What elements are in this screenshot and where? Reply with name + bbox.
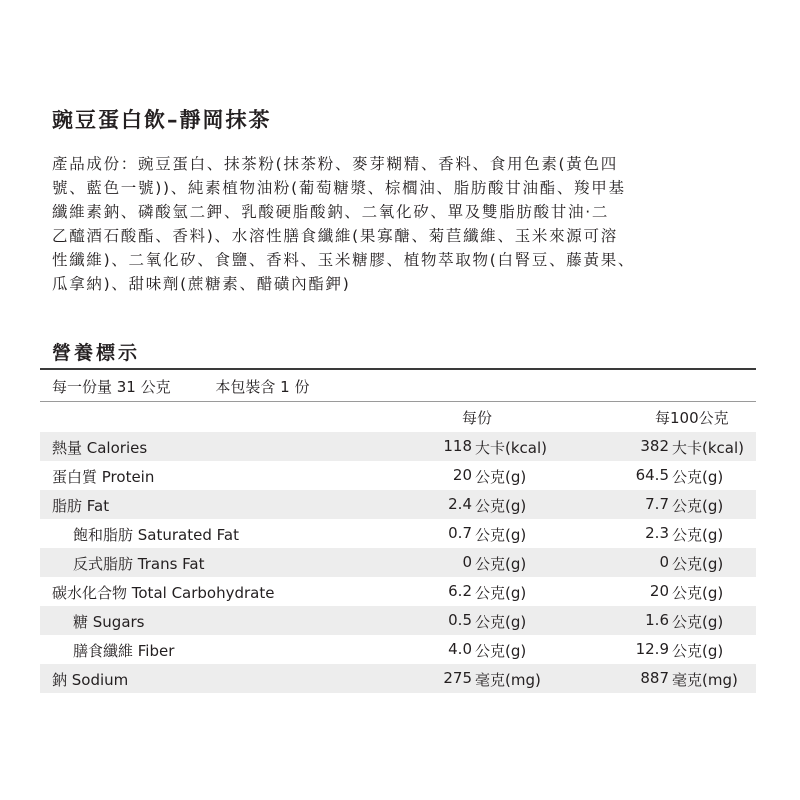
nutrient-label: 熱量 Calories: [52, 439, 148, 457]
ingredients-text: [52, 152, 762, 296]
ingredients-line: 纖維素鈉、磷酸氫二鉀、乳酸硬脂酸鈉、二氧化矽、單及雙脂肪酸甘油·二: [52, 203, 610, 221]
per-serving-value: 0.7: [448, 524, 472, 542]
table-row: [40, 461, 756, 490]
per-serving-value: 4.0: [448, 640, 472, 658]
per-serving-unit: 公克(g): [475, 613, 527, 631]
per-100g-unit: 公克(g): [672, 584, 724, 602]
table-row: [40, 548, 756, 577]
table-row: [40, 490, 756, 519]
per-serving-value: 2.4: [448, 495, 472, 513]
per-serving-unit: 公克(g): [475, 526, 527, 544]
per-100g-value: 0: [659, 553, 669, 571]
per-serving-unit: 大卡(kcal): [475, 439, 547, 457]
per-100g-unit: 毫克(mg): [672, 671, 738, 689]
ingredients-line: 瓜拿納)、甜味劑(蔗糖素、醋磺內酯鉀): [52, 275, 351, 293]
nutrient-label: 飽和脂肪 Saturated Fat: [73, 526, 239, 544]
per-serving-unit: 公克(g): [475, 642, 527, 660]
per-serving-unit: 公克(g): [475, 555, 527, 573]
ingredients-line: 號、藍色一號))、純素植物油粉(葡萄糖漿、棕櫚油、脂肪酸甘油酯、羧甲基: [52, 179, 626, 197]
per-100g-value: 2.3: [645, 524, 669, 542]
nutrient-label: 反式脂肪 Trans Fat: [73, 555, 205, 573]
per-serving-unit: 毫克(mg): [475, 671, 541, 689]
per-serving-unit: 公克(g): [475, 497, 527, 515]
per-100g-unit: 大卡(kcal): [672, 439, 744, 457]
table-row: [40, 635, 756, 664]
per-serving-value: 20: [452, 466, 472, 484]
per-100g-value: 7.7: [645, 495, 669, 513]
servings-per-pack: 本包裝含 1 份: [215, 378, 310, 396]
serving-divider: [40, 401, 756, 402]
per-serving-value: 0: [462, 553, 472, 571]
per-100g-value: 382: [640, 437, 669, 455]
per-100g-unit: 公克(g): [672, 526, 724, 544]
nutrient-label: 糖 Sugars: [73, 613, 145, 631]
per-100g-value: 1.6: [645, 611, 669, 629]
nutrient-label: 碳水化合物 Total Carbohydrate: [52, 584, 275, 602]
ingredients-line: 產品成份：豌豆蛋白、抹茶粉(抹茶粉、麥芽糊精、香料、食用色素(黃色四: [52, 155, 618, 173]
nutrition-table: [40, 432, 756, 693]
per-100g-unit: 公克(g): [672, 642, 724, 660]
table-row: [40, 577, 756, 606]
nutrient-label: 蛋白質 Protein: [52, 468, 155, 486]
ingredients-line: 乙醯酒石酸酯、香料)、水溶性膳食纖維(果寡醣、菊苣纖維、玉米來源可溶: [52, 227, 618, 245]
table-row: [40, 519, 756, 548]
nutrient-label: 脂肪 Fat: [52, 497, 110, 515]
per-100g-value: 887: [640, 669, 669, 687]
table-row: [40, 664, 756, 693]
per-100g-unit: 公克(g): [672, 555, 724, 573]
ingredients-line: 性纖維)、二氧化矽、食鹽、香料、玉米糖膠、植物萃取物(白腎豆、藤黃果、: [52, 251, 636, 269]
table-row: [40, 606, 756, 635]
nutrition-heading: 營養標示: [52, 342, 141, 364]
per-serving-value: 6.2: [448, 582, 472, 600]
serving-info: [52, 376, 310, 397]
per-serving-value: 275: [443, 669, 472, 687]
nutrient-label: 鈉 Sodium: [52, 671, 129, 689]
per-100g-value: 20: [649, 582, 669, 600]
heading-divider: [40, 368, 756, 370]
per-serving-value: 0.5: [448, 611, 472, 629]
column-header-per-serving: 每份: [462, 409, 493, 427]
per-100g-unit: 公克(g): [672, 468, 724, 486]
per-serving-unit: 公克(g): [475, 584, 527, 602]
per-100g-value: 12.9: [635, 640, 669, 658]
serving-size: 每一份量 31 公克: [52, 378, 171, 396]
per-100g-unit: 公克(g): [672, 613, 724, 631]
per-serving-value: 118: [443, 437, 472, 455]
per-100g-value: 64.5: [635, 466, 669, 484]
nutrient-label: 膳食纖維 Fiber: [73, 642, 175, 660]
per-100g-unit: 公克(g): [672, 497, 724, 515]
column-header-per-100g: 每100公克: [655, 409, 729, 427]
table-row: [40, 432, 756, 461]
per-serving-unit: 公克(g): [475, 468, 527, 486]
product-title: 豌豆蛋白飲–靜岡抹茶: [52, 108, 272, 132]
